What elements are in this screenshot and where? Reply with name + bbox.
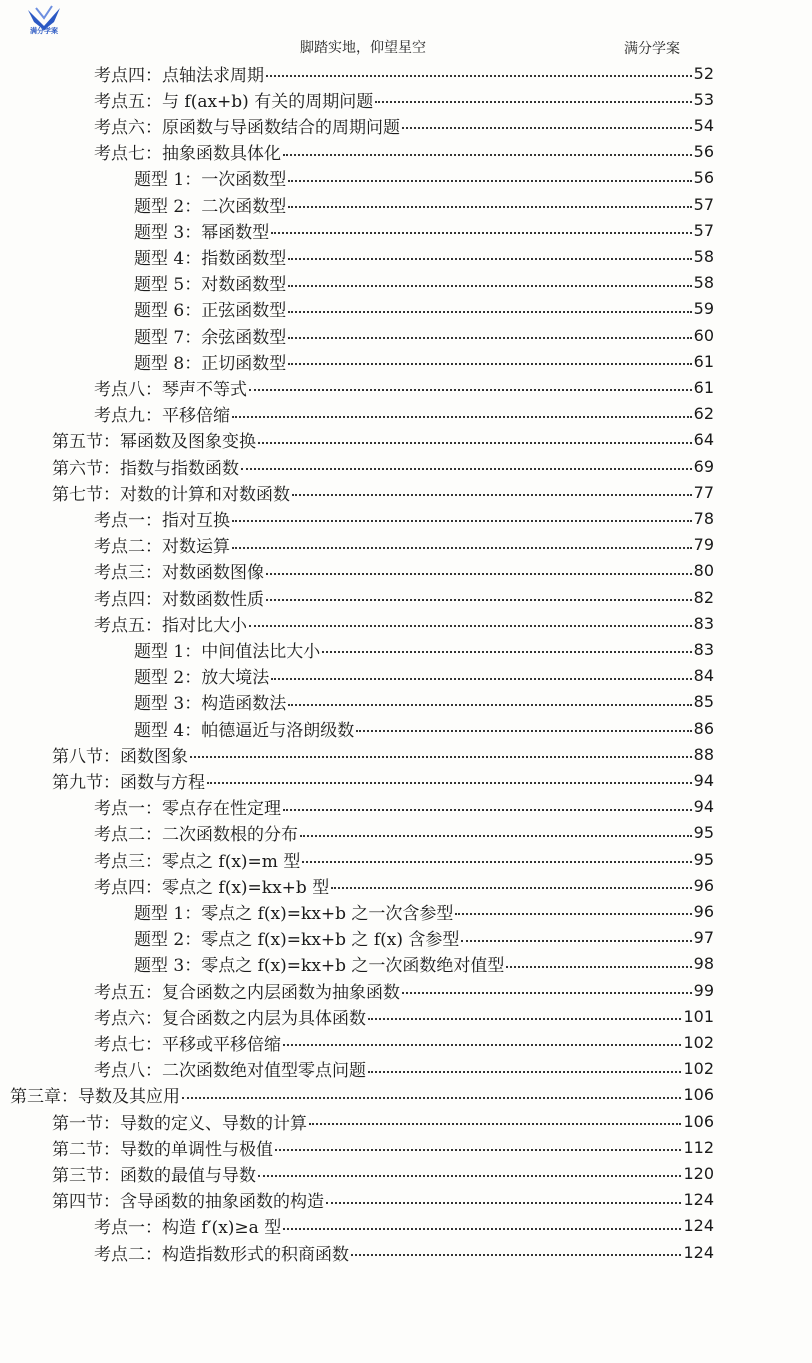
toc-entry[interactable] <box>94 820 714 846</box>
toc-entry[interactable] <box>52 1187 714 1213</box>
toc-entry-page: 59 <box>693 299 714 319</box>
toc-dot-leader <box>455 899 691 915</box>
toc-entry-page: 61 <box>693 351 714 371</box>
toc-entry[interactable] <box>134 925 714 951</box>
toc-entry[interactable] <box>94 977 714 1003</box>
toc-dot-leader <box>302 847 691 863</box>
toc-entry-page: 78 <box>693 508 714 528</box>
toc-entry-label: 考点一：构造 f′(x)≥a 型 <box>94 1218 282 1239</box>
toc-dot-leader <box>190 742 692 758</box>
toc-dot-leader <box>309 1109 681 1125</box>
toc-entry[interactable] <box>94 1029 714 1055</box>
toc-entry-label: 第六节：指数与指数函数 <box>52 458 239 479</box>
toc-entry[interactable] <box>94 60 714 86</box>
toc-entry-label: 题型 3：构造函数法 <box>134 694 287 715</box>
toc-entry-label: 题型 2：零点之 f(x)=kx+b 之 f(x) 含参型 <box>134 930 460 951</box>
toc-entry-page: 56 <box>693 142 714 162</box>
toc-entry-page: 83 <box>693 613 714 633</box>
toc-entry[interactable] <box>94 401 714 427</box>
toc-entry[interactable] <box>52 1134 714 1160</box>
toc-entry-page: 77 <box>693 482 714 502</box>
toc-entry[interactable] <box>94 112 714 138</box>
toc-entry-label: 考点一：指对互换 <box>94 510 230 531</box>
toc-entry[interactable] <box>134 217 714 243</box>
toc-entry-page: 85 <box>693 692 714 712</box>
toc-entry-page: 124 <box>683 1216 714 1236</box>
toc-entry[interactable] <box>134 715 714 741</box>
toc-dot-leader <box>356 716 691 732</box>
toc-entry-label: 题型 1：一次函数型 <box>134 170 287 191</box>
toc-entry[interactable] <box>94 532 714 558</box>
toc-dot-leader <box>258 1161 681 1177</box>
toc-entry-page: 88 <box>693 744 714 764</box>
toc-dot-leader <box>249 375 692 391</box>
toc-entry-label: 考点九：平移倍缩 <box>94 406 230 427</box>
toc-entry-page: 95 <box>693 849 714 869</box>
logo-text: 满分学案 <box>30 27 58 35</box>
toc-entry-label: 题型 2：二次函数型 <box>134 196 287 217</box>
toc-entry-page: 57 <box>693 194 714 214</box>
toc-entry-page: 86 <box>693 718 714 738</box>
toc-entry-label: 考点四：零点之 f(x)=kx+b 型 <box>94 877 330 898</box>
toc-entry[interactable] <box>94 846 714 872</box>
toc-dot-leader <box>232 506 692 522</box>
toc-entry[interactable] <box>94 1239 714 1265</box>
toc-dot-leader <box>241 454 692 470</box>
toc-dot-leader <box>288 166 691 182</box>
toc-entry-label: 考点七：平移或平移倍缩 <box>94 1034 281 1055</box>
toc-dot-leader <box>283 795 692 811</box>
toc-entry-label: 题型 5：对数函数型 <box>134 275 287 296</box>
toc-entry-page: 94 <box>693 770 714 790</box>
toc-entry[interactable] <box>52 767 714 793</box>
toc-dot-leader <box>326 1188 681 1204</box>
toc-entry-page: 64 <box>693 430 714 450</box>
toc-dot-leader <box>506 952 691 968</box>
toc-entry-page: 62 <box>693 404 714 424</box>
toc-dot-leader <box>288 690 691 706</box>
header-brand: 满分学案 <box>624 41 680 57</box>
toc-entry-page: 82 <box>693 587 714 607</box>
toc-entry-page: 58 <box>693 273 714 293</box>
toc-entry-label: 题型 6：正弦函数型 <box>134 301 287 322</box>
toc-dot-leader <box>402 113 692 129</box>
toc-entry-page: 106 <box>683 1085 714 1105</box>
toc-dot-leader <box>288 349 691 365</box>
toc-entry-page: 124 <box>683 1190 714 1210</box>
toc-dot-leader <box>249 611 692 627</box>
toc-entry-label: 第四节：含导函数的抽象函数的构造 <box>52 1192 324 1213</box>
toc-entry-label: 题型 1：中间值法比大小 <box>134 641 321 662</box>
toc-dot-leader <box>351 1240 681 1256</box>
toc-entry-label: 题型 4：帕德逼近与洛朗级数 <box>134 720 355 741</box>
toc-dot-leader <box>322 637 691 653</box>
toc-entry[interactable] <box>94 1213 714 1239</box>
toc-entry-label: 考点一：零点存在性定理 <box>94 799 281 820</box>
toc-entry-page: 94 <box>693 797 714 817</box>
toc-dot-leader <box>402 978 692 994</box>
toc-entry-label: 题型 3：幂函数型 <box>134 222 270 243</box>
toc-entry[interactable] <box>134 636 714 662</box>
toc-entry-label: 考点五：指对比大小 <box>94 615 247 636</box>
toc-entry-page: 83 <box>693 639 714 659</box>
toc-entry-label: 考点六：复合函数之内层为具体函数 <box>94 1008 366 1029</box>
toc-entry-label: 第八节：函数图象 <box>52 746 188 767</box>
toc-entry-label: 第二节：导数的单调性与极值 <box>52 1139 273 1160</box>
toc-entry[interactable] <box>94 584 714 610</box>
toc-dot-leader <box>266 585 692 601</box>
toc-entry[interactable] <box>94 1003 714 1029</box>
toc-dot-leader <box>182 1083 681 1099</box>
toc-entry-label: 第一节：导数的定义、导数的计算 <box>52 1113 307 1134</box>
toc-dot-leader <box>271 664 691 680</box>
toc-entry-page: 96 <box>693 875 714 895</box>
toc-entry[interactable] <box>134 898 714 924</box>
toc-entry[interactable] <box>10 1082 714 1108</box>
toc-entry-page: 79 <box>693 535 714 555</box>
toc-entry[interactable] <box>52 479 714 505</box>
toc-entry[interactable] <box>52 427 714 453</box>
toc-dot-leader <box>375 87 691 103</box>
toc-entry-page: 58 <box>693 246 714 266</box>
toc-entry-label: 考点二：对数运算 <box>94 537 230 558</box>
toc-entry-label: 第三章：导数及其应用 <box>10 1087 180 1108</box>
toc-entry-page: 84 <box>693 666 714 686</box>
toc-entry-page: 97 <box>693 928 714 948</box>
toc-entry-label: 考点八：琴声不等式 <box>94 379 247 400</box>
toc-entry[interactable] <box>134 191 714 217</box>
toc-entry[interactable] <box>134 322 714 348</box>
toc-entry[interactable] <box>94 139 714 165</box>
toc-entry[interactable] <box>134 689 714 715</box>
toc-entry[interactable] <box>52 1160 714 1186</box>
toc-entry[interactable] <box>94 872 714 898</box>
toc-entry[interactable] <box>94 558 714 584</box>
toc-entry-page: 54 <box>693 115 714 135</box>
toc-dot-leader <box>207 768 692 784</box>
toc-entry-page: 112 <box>683 1137 714 1157</box>
toc-dot-leader <box>271 218 691 234</box>
toc-entry-page: 95 <box>693 823 714 843</box>
toc-entry-page: 61 <box>693 377 714 397</box>
toc-entry-label: 考点四：点轴法求周期 <box>94 65 264 86</box>
toc-entry-page: 53 <box>693 89 714 109</box>
toc-entry[interactable] <box>94 86 714 112</box>
toc-entry-label: 题型 4：指数函数型 <box>134 248 287 269</box>
toc-entry[interactable] <box>94 794 714 820</box>
toc-entry-label: 考点五：与 f(ax+b) 有关的周期问题 <box>94 91 374 112</box>
toc-dot-leader <box>266 559 692 575</box>
toc-entry[interactable] <box>134 165 714 191</box>
toc-entry-label: 考点五：复合函数之内层函数为抽象函数 <box>94 982 400 1003</box>
toc-entry-label: 考点八：二次函数绝对值型零点问题 <box>94 1061 366 1082</box>
toc-entry-page: 101 <box>683 1006 714 1026</box>
toc-dot-leader <box>275 1135 681 1151</box>
toc-dot-leader <box>232 533 692 549</box>
toc-entry-page: 60 <box>693 325 714 345</box>
toc-entry[interactable] <box>52 453 714 479</box>
toc-dot-leader <box>283 140 692 156</box>
toc-entry-page: 80 <box>693 561 714 581</box>
toc-entry-page: 98 <box>693 954 714 974</box>
toc-entry-label: 第七节：对数的计算和对数函数 <box>52 484 290 505</box>
toc-dot-leader <box>288 271 691 287</box>
toc-dot-leader <box>288 297 691 313</box>
toc-entry-page: 52 <box>693 63 714 83</box>
toc-entry-label: 题型 1：零点之 f(x)=kx+b 之一次含参型 <box>134 903 454 924</box>
toc-dot-leader <box>283 1030 681 1046</box>
toc-entry[interactable] <box>134 243 714 269</box>
toc-entry-label: 考点四：对数函数性质 <box>94 589 264 610</box>
toc-dot-leader <box>461 926 691 942</box>
toc-dot-leader <box>266 61 692 77</box>
toc-entry-label: 题型 2：放大境法 <box>134 668 270 689</box>
toc-entry-label: 考点三：零点之 f(x)=m 型 <box>94 851 301 872</box>
toc-entry-label: 第三节：函数的最值与导数 <box>52 1165 256 1186</box>
toc-entry-label: 题型 3：零点之 f(x)=kx+b 之一次函数绝对值型 <box>134 956 505 977</box>
toc-entry-label: 考点七：抽象函数具体化 <box>94 144 281 165</box>
toc-entry[interactable] <box>134 348 714 374</box>
toc-entry-label: 第五节：幂函数及图象变换 <box>52 432 256 453</box>
toc-dot-leader <box>288 323 691 339</box>
header-motto: 脚踏实地，仰望星空 <box>300 40 426 56</box>
toc-dot-leader <box>258 428 692 444</box>
toc-entry-page: 56 <box>693 168 714 188</box>
toc-entry-label: 题型 8：正切函数型 <box>134 353 287 374</box>
toc-entry-page: 69 <box>693 456 714 476</box>
toc-entry[interactable] <box>134 296 714 322</box>
toc-entry[interactable] <box>134 270 714 296</box>
toc-dot-leader <box>288 244 691 260</box>
toc-entry-label: 题型 7：余弦函数型 <box>134 327 287 348</box>
toc-dot-leader <box>232 402 692 418</box>
toc-entry-label: 考点二：构造指数形式的积商函数 <box>94 1244 349 1265</box>
toc-dot-leader <box>300 821 692 837</box>
toc-entry-page: 106 <box>683 1111 714 1131</box>
toc-dot-leader <box>368 1057 681 1073</box>
toc-entry-page: 124 <box>683 1242 714 1262</box>
toc-dot-leader <box>292 480 692 496</box>
toc-entry-page: 102 <box>683 1059 714 1079</box>
toc-entry-label: 考点三：对数函数图像 <box>94 563 264 584</box>
toc-entry[interactable] <box>94 505 714 531</box>
toc-entry-label: 考点二：二次函数根的分布 <box>94 825 298 846</box>
toc-entry[interactable] <box>134 663 714 689</box>
toc-dot-leader <box>288 192 691 208</box>
toc-dot-leader <box>368 1004 681 1020</box>
toc-entry-page: 120 <box>683 1163 714 1183</box>
toc-dot-leader <box>331 873 691 889</box>
toc-entry[interactable] <box>52 741 714 767</box>
toc-entry[interactable] <box>94 374 714 400</box>
toc-entry-label: 第九节：函数与方程 <box>52 772 205 793</box>
toc-entry[interactable] <box>94 1056 714 1082</box>
toc-entry[interactable] <box>52 1108 714 1134</box>
toc-entry[interactable] <box>94 610 714 636</box>
toc-entry[interactable] <box>134 951 714 977</box>
toc-entry-page: 102 <box>683 1032 714 1052</box>
toc-entry-page: 99 <box>693 980 714 1000</box>
toc-dot-leader <box>283 1214 681 1230</box>
toc-entry-page: 96 <box>693 901 714 921</box>
toc-entry-label: 考点六：原函数与导函数结合的周期问题 <box>94 117 400 138</box>
toc-entry-page: 57 <box>693 220 714 240</box>
